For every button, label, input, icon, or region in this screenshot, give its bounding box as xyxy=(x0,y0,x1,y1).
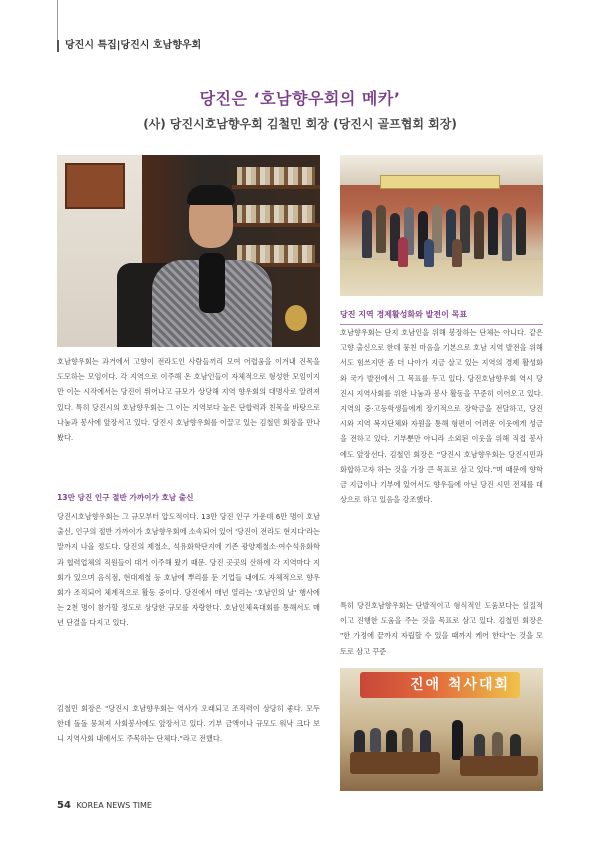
group-member xyxy=(474,211,484,259)
event-attendee xyxy=(474,734,485,758)
article-paragraph: 당진시호남향우회는 그 규모부터 압도적이다. 13만 당진 인구 가운데 6만 명이 호남 출신, 인구의 절반 가까이가 호남향우회에 소속되어 있어 '당진이 전라도 현지다'라는 말까지 나올 정도다. 당진의 제철소, 석유화학단지에 기존 광양제철소·여수석유화학과 협력업체의 직원들이 대거 이주해 왔기 때문. 당진 곳곳의 산하에 각 지역마다 지회가 있으며 음식점, 현대제철 등 호남에 뿌리를 둔 기업들 내에도 자체적으로 향우회가 조직되어 체계적으로 활동 중이다. 당진에서 매년 열리는 '호남인의 날' 행사에는 2천 명이 참가할 정도로 상당한 규모를 자랑한다. 호남인체육대회를 통해서도 매년 단결을 다지고 있다. xyxy=(57,512,320,628)
margin-rule xyxy=(57,0,58,40)
article-subtitle: (사) 당진시호남향우회 김철민 회장 (당진시 골프협회 회장) xyxy=(143,117,457,131)
group-photo xyxy=(340,155,543,296)
portrait-turtleneck xyxy=(199,253,225,313)
section-tag: 당진시 특집|당진시 호남향우회 xyxy=(57,40,201,52)
event-banner-text: 진애 척사대회 xyxy=(410,677,511,693)
article-paragraph: 호남향우회는 과거에서 고향이 전라도인 사람들끼리 모여 어렵움을 이겨내 진목을 도모하는 모임이다. 각 지역으로 이주해 온 호남인들이 자체적으로 형성한 모임이지만 이는 시작에서는 당진이 뛰어나고 규모가 상당해 지역 향우회의 대명사로 알려져 있다. 특히 당진시의 호남향우회는 그 이는 지역보다 높은 단합력과 친목을 바탕으로 나눔과 봉사에 앞장서고 있다. 당진시 호남향우회를 이끌고 있는 김철민 회장을 만나봤다. xyxy=(57,357,320,443)
event-attendee xyxy=(492,732,503,756)
portrait-bookshelf-books xyxy=(237,167,315,185)
group-photo-banner xyxy=(380,175,500,189)
group-photo-floor xyxy=(340,260,543,296)
event-attendee xyxy=(354,730,365,754)
portrait-wall-frame xyxy=(65,163,125,209)
event-attendee xyxy=(452,720,463,760)
portrait-photo xyxy=(57,155,320,347)
group-member-seated xyxy=(424,239,434,267)
event-table xyxy=(460,756,538,776)
page-number: 54 xyxy=(57,800,71,811)
group-member xyxy=(502,213,512,261)
group-member xyxy=(376,205,386,253)
group-member-seated xyxy=(452,239,462,267)
event-attendee xyxy=(402,728,413,752)
photo-caption-heading: 당진 지역 경제활성화와 발전이 목표 xyxy=(340,309,543,325)
group-member xyxy=(362,210,372,258)
event-table xyxy=(350,752,440,774)
group-member xyxy=(516,207,526,255)
event-attendee xyxy=(420,730,431,754)
group-member xyxy=(488,207,498,255)
portrait-bookshelf-books xyxy=(237,205,315,223)
event-attendee xyxy=(386,730,397,754)
portrait-hair xyxy=(187,185,235,205)
article-paragraph: 호남향우회는 단지 호남인을 위해 봉장하는 단체는 아니다. 같은 고향 출신으로 한데 뭉친 마음을 기본으로 호남 지역 발전을 위해서도 힘쓰지만 좀 더 나아가 지금 살고 있는 지역의 경제 활성화와 국가 발전에서 그 목표를 두고 있다. 당진호남향우회 역시 당진시 지역사회를 위한 나눔과 봉사 활동을 꾸준히 이어오고 있다. 지역의 중·고등학생들에게 장기적으로 장학금을 전달하고, 당진시와 지역 복지단체와 자원을 통해 형편이 어려운 이웃에게 성금을 전하고 있다. 기부뿐만 아니라 소외된 이웃을 위해 직접 봉사에도 앞장선다. 김철민 회장은 "당진시 호남향우회는 당진시민과 화합하고자 하는 것을 가장 큰 목표로 삼고 있다."며 때문에 향학금 지급이나 기부에 있어서도 향우들에 아닌 당진 시민 전체를 대상으로 하고 있음을 강조했다. xyxy=(340,328,543,505)
article-paragraph: 특히 당진호남향우회는 단발적이고 형식적인 도움보다는 실질적이고 진행한 도움을 주는 것을 목표로 삼고 있다. 김철민 회장은 "한 가정에 끝까지 자립할 수 있을 때까지 케어 한다"는 것을 모토로 삼고 꾸준 xyxy=(340,601,543,656)
article-title: 당진은 ‘호남향우회의 메카’ xyxy=(199,89,401,108)
group-member-seated xyxy=(398,237,408,267)
article-paragraph: 김철민 회장은 "당진시 호남향우회는 역사가 오래되고 조직력이 상당히 좋다. 모두 한데 돌돌 뭉쳐져 사회봉사에도 앞장서고 있다. 기부 금액이나 규모도 워낙 크다 보니 지역사회 내에서도 주목하는 단체다."라고 전했다. xyxy=(57,704,320,744)
page-footer xyxy=(57,800,152,811)
event-photo xyxy=(340,668,543,791)
portrait-bookshelf xyxy=(232,223,320,227)
event-attendee xyxy=(510,734,521,758)
publication-name: KOREA NEWS TIME xyxy=(76,801,152,810)
article-subhead: 13만 당진 인구 절반 가까이가 호남 출신 xyxy=(57,493,194,502)
portrait-lamp xyxy=(285,305,307,331)
portrait-bookshelf xyxy=(232,185,320,189)
event-attendee xyxy=(370,728,381,752)
